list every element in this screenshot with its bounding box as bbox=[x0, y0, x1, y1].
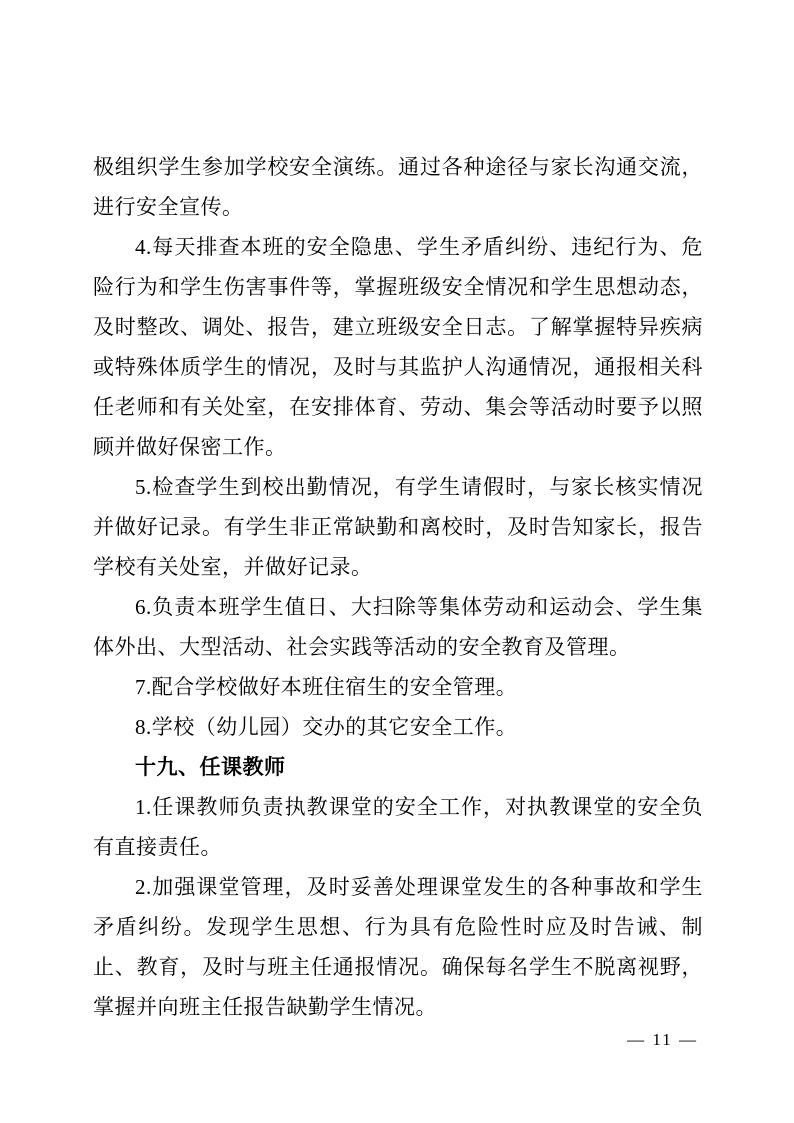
paragraph-item-7: 7.配合学校做好本班住宿生的安全管理。 bbox=[135, 675, 518, 699]
paragraph-item-6: 6.负责本班学生值日、大扫除等集体劳动和运动会、学生集体外出、大型活动、社会实践等活动的安全教育及管理。 bbox=[93, 595, 703, 659]
paragraph-item-1: 1.任课教师负责执教课堂的安全工作，对执教课堂的安全负有直接责任。 bbox=[93, 795, 703, 859]
paragraph-continuation: 极组织学生参加学校安全演练。通过各种途径与家长沟通交流，进行安全宣传。 bbox=[93, 155, 703, 219]
document-text-block bbox=[93, 147, 703, 1027]
paragraph-item-8: 8.学校（幼儿园）交办的其它安全工作。 bbox=[135, 715, 518, 739]
paragraph-item-2: 2.加强课堂管理，及时妥善处理课堂发生的各种事故和学生矛盾纠纷。发现学生思想、行为具有危险性时应及时告诫、制止、教育，及时与班主任通报情况。确保每名学生不脱离视野，掌握并向班主任报告缺勤学生情况。 bbox=[93, 875, 703, 1019]
section-heading-19: 十九、任课教师 bbox=[135, 755, 286, 779]
paragraph-item-5: 5.检查学生到校出勤情况，有学生请假时，与家长核实情况并做好记录。有学生非正常缺勤和离校时，及时告知家长，报告学校有关处室，并做好记录。 bbox=[93, 475, 703, 579]
page-number: — 11 — bbox=[627, 1030, 698, 1049]
paragraph-item-4: 4.每天排查本班的安全隐患、学生矛盾纠纷、违纪行为、危险行为和学生伤害事件等，掌握班级安全情况和学生思想动态，及时整改、调处、报告，建立班级安全日志。了解掌握特异疾病或特殊体质学生的情况，及时与其监护人沟通情况，通报相关科任老师和有关处室，在安排体育、劳动、集会等活动时要予以照顾并做好保密工作。 bbox=[93, 235, 703, 459]
